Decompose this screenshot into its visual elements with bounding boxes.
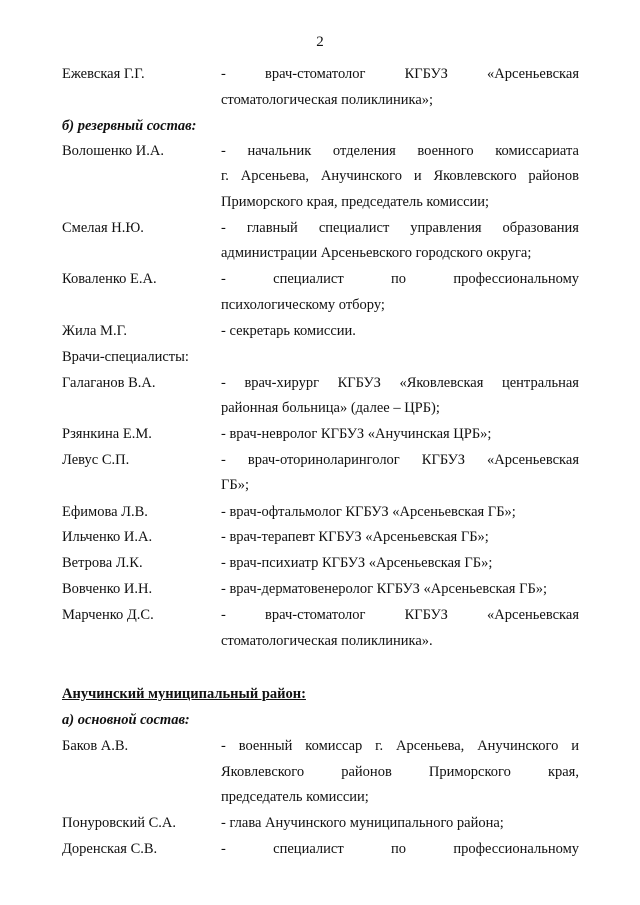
word: - bbox=[221, 220, 226, 236]
word: - bbox=[221, 607, 226, 623]
member-role-line bbox=[221, 452, 579, 469]
member-role-line bbox=[221, 168, 579, 185]
word: по bbox=[390, 271, 406, 287]
member-name: Жила М.Г. bbox=[62, 323, 127, 339]
word: КГБУЗ bbox=[404, 66, 448, 82]
word: и bbox=[413, 168, 422, 184]
member-name: Ежевская Г.Г. bbox=[62, 66, 145, 82]
word: г. bbox=[375, 738, 384, 754]
member-role-line: Приморского края, председатель комиссии; bbox=[221, 194, 490, 210]
member-role-line: - врач-психиатр КГБУЗ «Арсеньевская ГБ»; bbox=[221, 555, 493, 571]
word: профессиональному bbox=[453, 271, 579, 287]
word: профессиональному bbox=[453, 841, 579, 857]
member-name: Ильченко И.А. bbox=[62, 529, 153, 545]
main-section-heading: а) основной состав: bbox=[62, 712, 190, 728]
member-role-line: стоматологическая поликлиника». bbox=[221, 633, 433, 649]
member-role-line bbox=[221, 220, 579, 237]
member-role-line: председатель комиссии; bbox=[221, 789, 369, 805]
doctors-heading: Врачи-специалисты: bbox=[62, 349, 189, 365]
member-name: Баков А.В. bbox=[62, 738, 129, 754]
member-role-line: ГБ»; bbox=[221, 477, 249, 493]
word: военного bbox=[417, 143, 474, 159]
word: - bbox=[221, 271, 226, 287]
member-name: Волошенко И.А. bbox=[62, 143, 164, 159]
word: Яковлевского bbox=[433, 168, 517, 184]
word: специалист bbox=[273, 271, 344, 287]
word: врач-оториноларинголог bbox=[247, 452, 400, 468]
member-role-line: психологическому отбору; bbox=[221, 297, 385, 313]
member-name: Коваленко Е.А. bbox=[62, 271, 157, 287]
word: КГБУЗ bbox=[404, 607, 448, 623]
word: Яковлевского bbox=[221, 764, 305, 780]
word: военный bbox=[238, 738, 293, 754]
member-name: Галаганов В.А. bbox=[62, 375, 156, 391]
word: специалист bbox=[318, 220, 390, 236]
member-role-line bbox=[221, 607, 579, 624]
member-role-line bbox=[221, 143, 579, 160]
word: «Арсеньевская bbox=[487, 607, 579, 623]
word: главный bbox=[246, 220, 298, 236]
member-name: Рзянкина Е.М. bbox=[62, 426, 152, 442]
word: отделения bbox=[332, 143, 396, 159]
member-role-line: - врач-дерматовенеролог КГБУЗ «Арсеньевская ГБ»; bbox=[221, 581, 548, 597]
word: - bbox=[221, 143, 226, 159]
word: комиссар bbox=[305, 738, 363, 754]
word: края, bbox=[547, 764, 579, 780]
word: - bbox=[221, 738, 226, 754]
member-name: Вовченко И.Н. bbox=[62, 581, 153, 597]
word: Приморского bbox=[428, 764, 511, 780]
word: врач-стоматолог bbox=[265, 607, 366, 623]
word: комиссариата bbox=[495, 143, 579, 159]
member-role-line: - врач-невролог КГБУЗ «Анучинская ЦРБ»; bbox=[221, 426, 492, 442]
word: управления bbox=[410, 220, 482, 236]
member-name: Доренская С.В. bbox=[62, 841, 158, 857]
word: центральная bbox=[501, 375, 579, 391]
member-role-line: стоматологическая поликлиника»; bbox=[221, 92, 434, 108]
word: по bbox=[390, 841, 406, 857]
page-number: 2 bbox=[316, 34, 324, 50]
reserve-section-heading: б) резервный состав: bbox=[62, 118, 197, 134]
word: - bbox=[221, 452, 226, 468]
word: г. bbox=[221, 168, 229, 184]
word: Анучинского bbox=[477, 738, 559, 754]
word: - bbox=[221, 841, 226, 857]
word: КГБУЗ bbox=[421, 452, 465, 468]
member-role-line: районная больница» (далее – ЦРБ); bbox=[221, 400, 440, 416]
member-role-line: - глава Анучинского муниципального района; bbox=[221, 815, 504, 831]
word: КГБУЗ bbox=[337, 375, 381, 391]
word: «Арсеньевская bbox=[487, 66, 579, 82]
word: начальник bbox=[247, 143, 312, 159]
member-role-line bbox=[221, 841, 579, 858]
member-role-line bbox=[221, 66, 579, 83]
member-role-line: - секретарь комиссии. bbox=[221, 323, 356, 339]
district-heading: Анучинский муниципальный район: bbox=[62, 686, 306, 702]
member-name: Марченко Д.С. bbox=[62, 607, 154, 623]
word: - bbox=[221, 66, 226, 82]
word: районов bbox=[528, 168, 579, 184]
member-role-line bbox=[221, 271, 579, 288]
member-name: Левус С.П. bbox=[62, 452, 130, 468]
word: Анучинского bbox=[320, 168, 403, 184]
word: - bbox=[221, 375, 226, 391]
word: районов bbox=[341, 764, 392, 780]
member-role-line bbox=[221, 738, 579, 755]
member-role-line: администрации Арсеньевского городского округа; bbox=[221, 245, 532, 261]
member-name: Смелая Н.Ю. bbox=[62, 220, 144, 236]
member-name: Понуровский С.А. bbox=[62, 815, 177, 831]
member-name: Ефимова Л.В. bbox=[62, 504, 148, 520]
member-role-line: - врач-терапевт КГБУЗ «Арсеньевская ГБ»; bbox=[221, 529, 489, 545]
word: Арсеньева, bbox=[396, 738, 465, 754]
member-name: Ветрова Л.К. bbox=[62, 555, 143, 571]
word: специалист bbox=[273, 841, 344, 857]
member-role-line bbox=[221, 764, 579, 781]
word: врач-хирург bbox=[244, 375, 320, 391]
member-role-line bbox=[221, 375, 579, 392]
word: образования bbox=[502, 220, 579, 236]
word: Арсеньева, bbox=[240, 168, 310, 184]
word: и bbox=[571, 738, 579, 754]
member-role-line: - врач-офтальмолог КГБУЗ «Арсеньевская ГБ»; bbox=[221, 504, 516, 520]
word: «Арсеньевская bbox=[487, 452, 579, 468]
word: врач-стоматолог bbox=[265, 66, 366, 82]
word: «Яковлевская bbox=[399, 375, 484, 391]
